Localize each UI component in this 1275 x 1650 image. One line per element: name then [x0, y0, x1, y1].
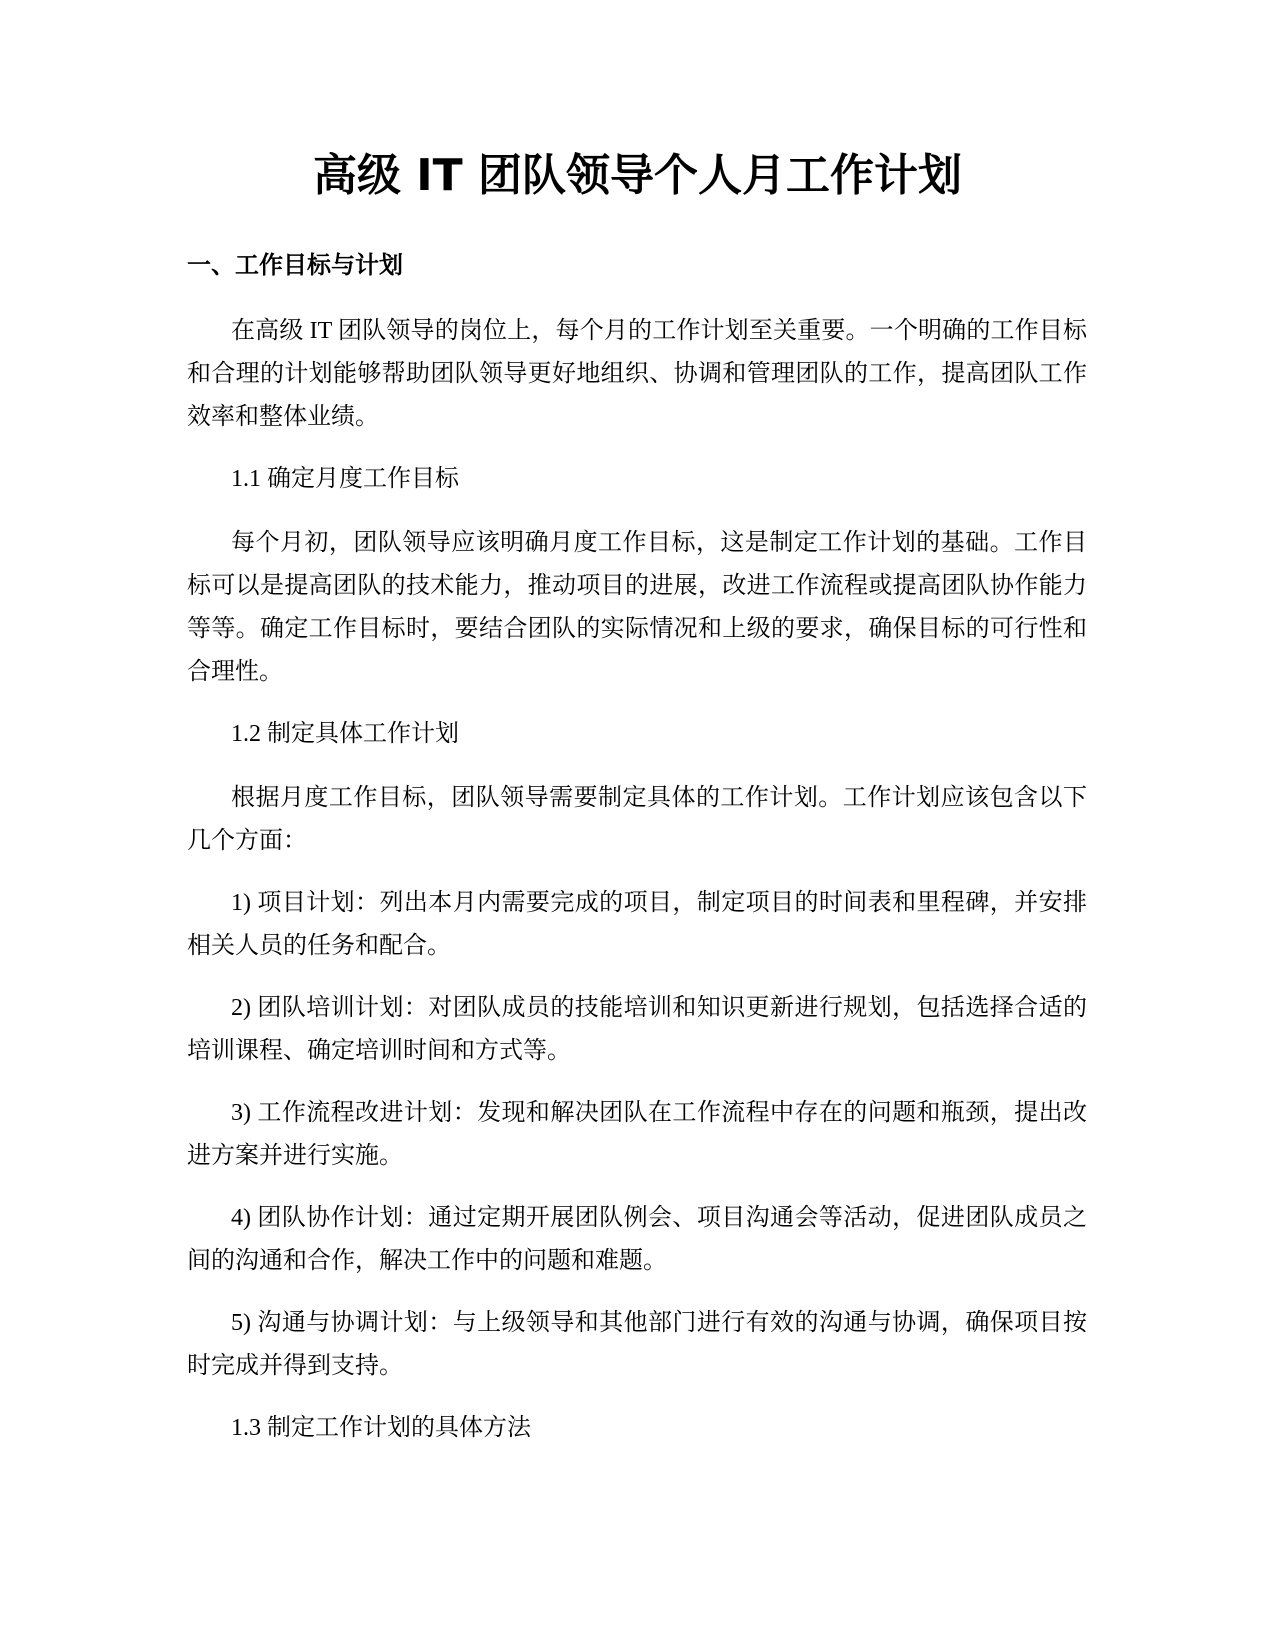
subsection-heading-1-2: 1.2 制定具体工作计划	[231, 721, 459, 747]
subsection-heading-1-1: 1.1 确定月度工作目标	[231, 466, 459, 492]
subsection-heading-1-3: 1.3 制定工作计划的具体方法	[231, 1415, 531, 1441]
paragraph-1-2: 根据月度工作目标，团队领导需要制定具体的工作计划。工作计划应该包含以下几个方面：	[187, 785, 1087, 854]
list-item: 1) 项目计划：列出本月内需要完成的项目，制定项目的时间表和里程碑，并安排相关人员的任务和配合。	[187, 890, 1087, 959]
list-item: 4) 团队协作计划：通过定期开展团队例会、项目沟通会等活动，促进团队成员之间的沟通和合作，解决工作中的问题和难题。	[187, 1205, 1087, 1274]
list-item: 5) 沟通与协调计划：与上级领导和其他部门进行有效的沟通与协调，确保项目按时完成并得到支持。	[187, 1310, 1087, 1379]
list-item: 3) 工作流程改进计划：发现和解决团队在工作流程中存在的问题和瓶颈，提出改进方案并进行实施。	[187, 1100, 1087, 1169]
document-title: 高级 IT 团队领导个人月工作计划	[312, 150, 963, 201]
section-heading: 一、工作目标与计划	[187, 251, 403, 279]
intro-paragraph: 在高级 IT 团队领导的岗位上，每个月的工作计划至关重要。一个明确的工作目标和合理的计划能够帮助团队领导更好地组织、协调和管理团队的工作，提高团队工作效率和整体业绩。	[187, 318, 1087, 430]
document-body	[187, 310, 1087, 1471]
paragraph-1-1: 每个月初，团队领导应该明确月度工作目标，这是制定工作计划的基础。工作目标可以是提高团队的技术能力，推动项目的进展，改进工作流程或提高团队协作能力等等。确定工作目标时，要结合团队的实际情况和上级的要求，确保目标的可行性和合理性。	[187, 530, 1087, 685]
list-item: 2) 团队培训计划：对团队成员的技能培训和知识更新进行规划，包括选择合适的培训课程、确定培训时间和方式等。	[187, 995, 1087, 1064]
